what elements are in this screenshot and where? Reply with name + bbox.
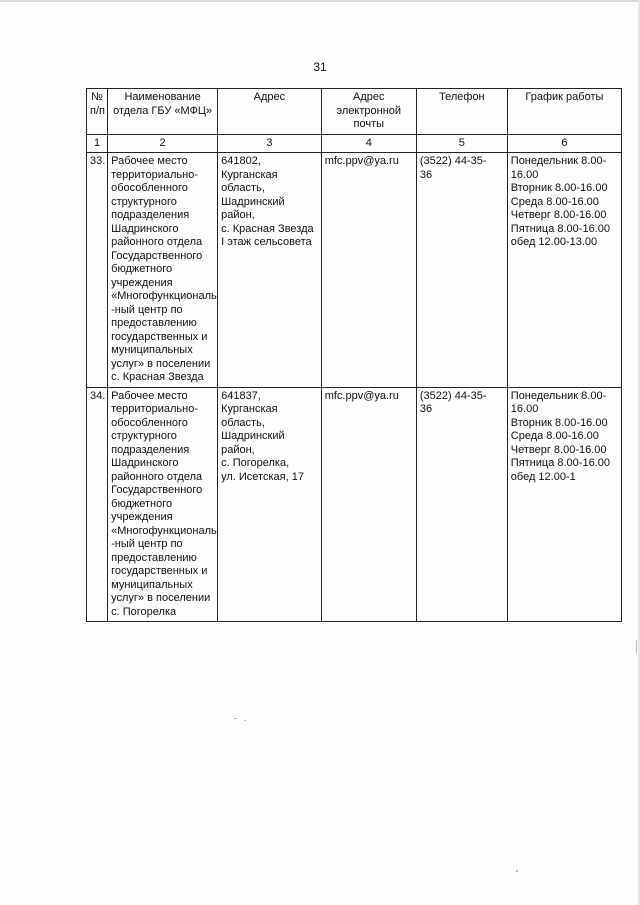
phone-cell: (3522) 44-35- 36 — [416, 153, 507, 388]
column-number-cell: 4 — [321, 134, 416, 153]
page-number: 31 — [313, 60, 327, 74]
office-name-cell: Рабочее место территориально- обособленного структурного подразделения Шадринского районного отдела Государственного бюджетного учреждения «Многофункциональ -ный центр по предоставлению государственных и муниципальных услуг» в поселении с. Погорелка — [108, 387, 218, 622]
mfc-offices-table — [86, 88, 622, 622]
table-header-row — [87, 89, 622, 135]
column-number-cell: 3 — [218, 134, 322, 153]
office-name-cell: Рабочее место территориально- обособленного структурного подразделения Шадринского районного отдела Государственного бюджетного учреждения «Многофункциональ -ный центр по предоставлению государственных и муниципальных услуг» в поселении с. Красная Звезда — [108, 153, 218, 388]
address-cell: 641802, Курганская область, Шадринский район, с. Красная Звезда I этаж сельсовета — [218, 153, 322, 388]
scan-speck — [516, 870, 518, 872]
column-number-cell: 2 — [108, 134, 218, 153]
header-cell-address: Адрес — [218, 89, 322, 135]
email-cell: mfc.ppv@ya.ru — [321, 153, 416, 388]
address-cell: 641837, Курганская область, Шадринский район, с. Погорелка, ул. Исетская, 17 — [218, 387, 322, 622]
row-number-cell: 33. — [87, 153, 108, 388]
phone-cell: (3522) 44-35- 36 — [416, 387, 507, 622]
email-cell: mfc.ppv@ya.ru — [321, 387, 416, 622]
table-row — [87, 153, 622, 388]
column-number-cell: 6 — [507, 134, 621, 153]
column-number-row — [87, 134, 622, 153]
header-cell-email: Адрес электронной почты — [321, 89, 416, 135]
scan-edge-top — [0, 0, 640, 2]
schedule-cell: Понедельник 8.00- 16.00 Вторник 8.00-16.00 Среда 8.00-16.00 Четверг 8.00-16.00 Пятница 8.00-16.00 обед 12.00-13.00 — [507, 153, 621, 388]
scan-speck — [234, 718, 237, 719]
scan-speck — [244, 720, 246, 721]
column-number-cell: 5 — [416, 134, 507, 153]
header-cell-number: № п/п — [87, 89, 108, 135]
row-number-cell: 34. — [87, 387, 108, 622]
scan-speck — [636, 640, 637, 654]
header-cell-name: Наименование отдела ГБУ «МФЦ» — [108, 89, 218, 135]
column-number-cell: 1 — [87, 134, 108, 153]
table-row — [87, 387, 622, 622]
header-cell-schedule: График работы — [507, 89, 621, 135]
schedule-cell: Понедельник 8.00- 16.00 Вторник 8.00-16.00 Среда 8.00-16.00 Четверг 8.00-16.00 Пятница 8.00-16.00 обед 12.00-1 — [507, 387, 621, 622]
header-cell-phone: Телефон — [416, 89, 507, 135]
